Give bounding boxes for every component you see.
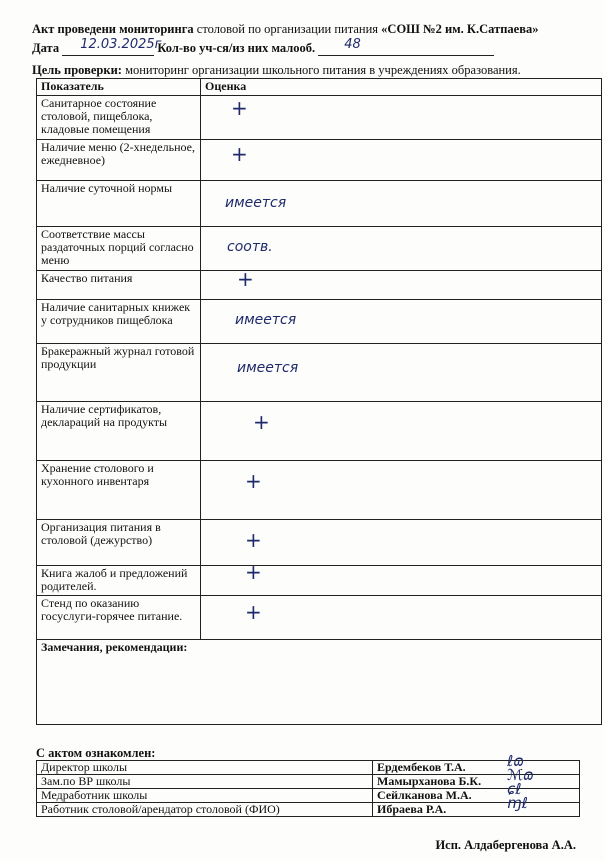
sign-row (37, 803, 580, 817)
table-row (37, 96, 602, 140)
sign-row (37, 789, 580, 803)
row-indicator: Наличие санитарных книжек у сотрудников пищеблока (37, 300, 201, 344)
date-value: 12.03.2025г (80, 37, 162, 52)
title-rest: столовой по организации питания (193, 22, 382, 36)
row-rating: + (253, 410, 270, 434)
sign-role: Работник столовой/арендатор столовой (ФИО) (37, 803, 373, 817)
remarks-label: Замечания, рекомендации: (37, 640, 602, 725)
row-indicator: Качество питания (37, 271, 201, 300)
signature-icon: ℓɷ (507, 752, 525, 770)
count-label: Кол-во уч-ся/из них малооб. (157, 41, 316, 55)
row-indicator: Бракеражный журнал готовой продукции (37, 344, 201, 402)
date-label: Дата (32, 41, 60, 55)
row-rating-cell (201, 227, 602, 271)
row-indicator: Организация питания в столовой (дежурство) (37, 520, 201, 566)
row-indicator: Хранение столового и кухонного инвентаря (37, 461, 201, 520)
purpose-line (32, 63, 521, 78)
row-rating: соотв. (227, 239, 273, 255)
table-row (37, 461, 602, 520)
row-rating: + (245, 469, 262, 493)
row-rating: имеется (237, 360, 299, 376)
count-field (318, 37, 494, 56)
executor: Исп. Алдабергенова А.А. (435, 838, 576, 852)
monitoring-table (36, 78, 602, 725)
sign-row (37, 761, 580, 775)
row-rating-cell (201, 344, 602, 402)
sign-name: Ердембеков Т.А. (373, 761, 502, 775)
table-row (37, 402, 602, 461)
signature-cell (501, 794, 580, 817)
row-rating: + (245, 560, 262, 584)
date-count-line (32, 37, 494, 56)
table-row (37, 566, 602, 596)
sign-role: Зам.по ВР школы (37, 775, 373, 789)
signature-icon: ɕℓ (507, 780, 522, 798)
date-field (62, 37, 162, 56)
row-indicator: Соответствие массы раздаточных порций согласно меню (37, 227, 201, 271)
sign-row (37, 775, 580, 789)
school-name: «СОШ №2 им. К.Сатпаева» (381, 22, 539, 36)
row-indicator: Санитарное состояние столовой, пищеблока, кладовые помещения (37, 96, 201, 140)
table-row (37, 181, 602, 227)
row-rating-cell (201, 181, 602, 227)
table-row (37, 344, 602, 402)
acknowledgement-title: С актом ознакомлен: (36, 746, 156, 760)
row-rating: + (245, 600, 262, 624)
table-row (37, 271, 602, 300)
table-row (37, 520, 602, 566)
row-rating: + (231, 142, 248, 166)
table-header-row (37, 79, 602, 96)
title-bold: Акт проведени мониторинга (32, 22, 194, 36)
row-rating: имеется (225, 195, 287, 211)
header-rating: Оценка (201, 79, 602, 96)
row-rating-cell (201, 560, 602, 596)
sign-name: Мамырханова Б.К. (373, 775, 502, 789)
row-indicator: Наличие сертификатов, деклараций на продукты (37, 402, 201, 461)
table-row (37, 300, 602, 344)
row-indicator: Книга жалоб и предложений родителей. (37, 566, 201, 596)
row-rating-cell (201, 300, 602, 344)
row-rating-cell (201, 520, 602, 566)
row-indicator: Наличие суточной нормы (37, 181, 201, 227)
act-title (32, 22, 538, 37)
table-row (37, 227, 602, 271)
row-indicator: Наличие меню (2-хнедельное, ежедневное) (37, 140, 201, 181)
remarks-row (37, 640, 602, 725)
sign-role: Директор школы (37, 761, 373, 775)
row-rating: + (231, 96, 248, 120)
header-indicator: Показатель (37, 79, 201, 96)
purpose-label: Цель проверки: (32, 63, 122, 77)
row-rating-cell (201, 596, 602, 640)
sign-role: Медработник школы (37, 789, 373, 803)
sign-name: Ибраева Р.А. (373, 803, 502, 817)
row-rating-cell (201, 140, 602, 181)
table-row (37, 140, 602, 181)
row-rating-cell (201, 96, 602, 140)
count-value: 48 (344, 37, 361, 52)
purpose-text: мониторинг организации школьного питания в учреждениях образования. (121, 63, 521, 77)
signature-icon: ɱℓ (507, 794, 528, 812)
row-rating-cell (201, 402, 602, 461)
row-rating-cell (201, 461, 602, 520)
table-row (37, 596, 602, 640)
row-indicator: Стенд по оказанию госуслуги-горячее питание. (37, 596, 201, 640)
sign-name: Сейлканова М.А. (373, 789, 502, 803)
row-rating-cell (201, 267, 602, 300)
signature-icon: ℳɷ (507, 766, 534, 784)
row-rating: + (237, 267, 254, 291)
row-rating: + (245, 528, 262, 552)
row-rating: имеется (235, 312, 297, 328)
